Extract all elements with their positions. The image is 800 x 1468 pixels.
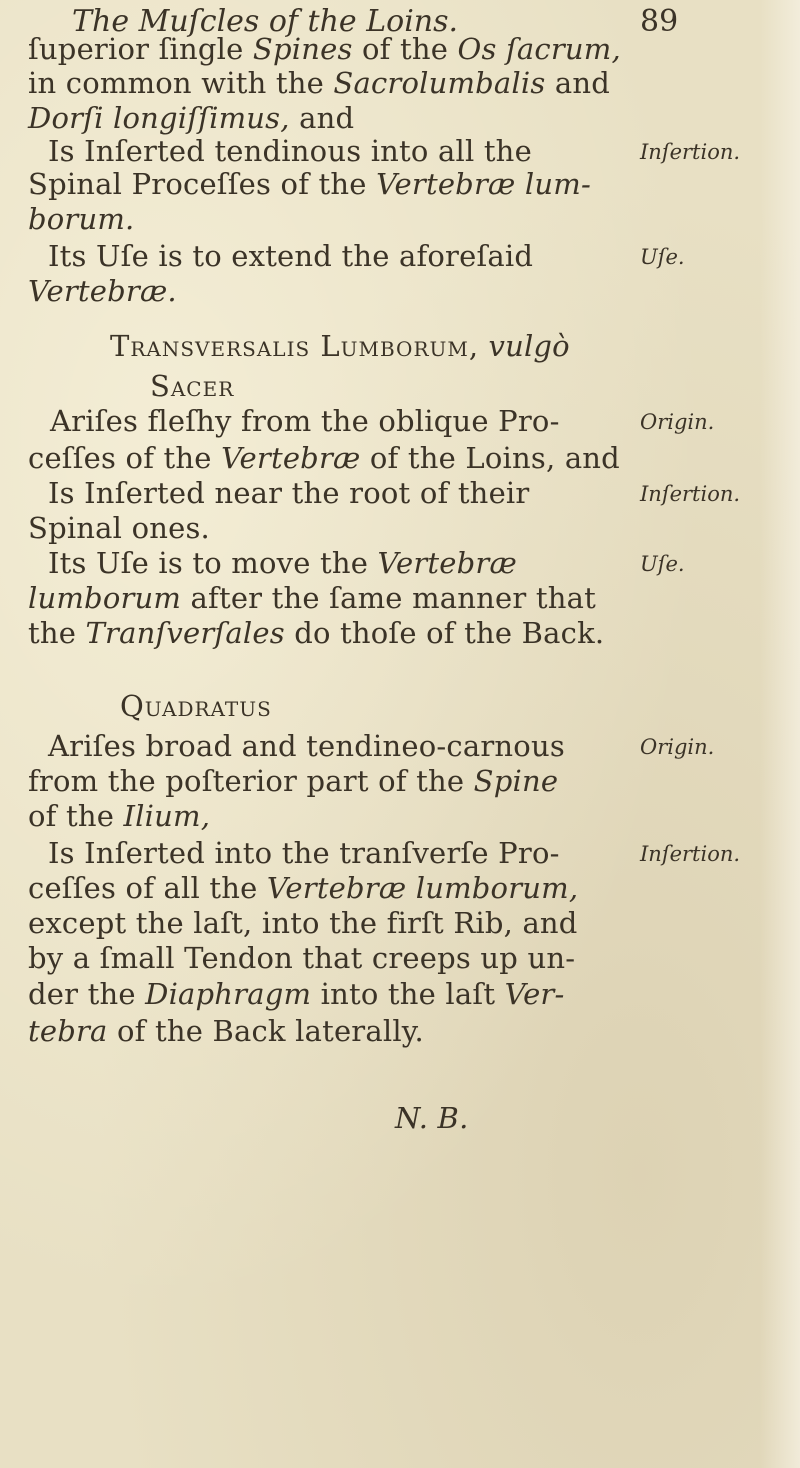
text-segment: Quadratus: [120, 689, 272, 723]
page-number: 89: [640, 4, 679, 39]
text-line: [28, 977, 565, 1011]
text-line: [48, 729, 565, 763]
text-segment: vulgò: [479, 329, 570, 363]
text-segment: Its Uſe is to move the: [48, 546, 378, 580]
text-segment: except the laſt, into the firſt Rib, and: [28, 906, 578, 940]
text-segment: tebra: [28, 1014, 108, 1048]
text-segment: of the: [352, 32, 458, 66]
text-segment: Dorſi longiſſimus,: [28, 101, 290, 135]
text-segment: Ariſes broad and tendineo-carnous: [48, 729, 565, 763]
margin-note: Inſertion.: [640, 140, 741, 164]
text-segment: and: [289, 101, 355, 135]
text-line: [28, 441, 620, 475]
text-line: [48, 476, 529, 510]
text-segment: Ver-: [504, 977, 565, 1011]
text-segment: Spinal Proceſſes of the: [28, 167, 377, 201]
text-line: [395, 1101, 469, 1135]
text-segment: the: [28, 616, 86, 650]
text-segment: der the: [28, 977, 146, 1011]
text-line: [28, 581, 596, 615]
text-segment: N. B.: [395, 1101, 469, 1135]
text-line: [28, 32, 621, 66]
text-segment: borum.: [28, 202, 135, 236]
text-segment: Is Inſerted into the tranſverſe Pro-: [48, 836, 560, 870]
margin-note: Origin.: [640, 735, 715, 759]
text-segment: into the laſt: [311, 977, 505, 1011]
text-line: [48, 836, 560, 870]
section-heading: [150, 369, 234, 403]
text-line: [28, 66, 610, 100]
text-line: [48, 239, 533, 273]
text-segment: ceſſes of all the: [28, 871, 267, 905]
margin-note: Inſertion.: [640, 482, 741, 506]
text-segment: of the Back laterally.: [107, 1014, 424, 1048]
text-segment: Its Uſe is to extend the aforeſaid: [48, 239, 534, 273]
text-segment: Spinal ones.: [28, 511, 210, 545]
text-segment: Sacer: [150, 369, 235, 403]
text-line: [28, 871, 578, 905]
text-line: [28, 274, 177, 308]
text-segment: Is Inſerted tendinous into all the: [48, 134, 532, 168]
text-line: [28, 799, 210, 833]
section-heading: [110, 329, 570, 363]
text-segment: of the Loins, and: [360, 441, 620, 475]
text-segment: Ariſes fleſhy from the oblique Pro-: [50, 404, 560, 438]
text-segment: from the poſterior part of the: [28, 764, 474, 798]
text-line: [28, 616, 604, 650]
text-segment: Diaphragm: [145, 977, 312, 1011]
section-heading: [120, 689, 272, 723]
text-segment: ceſſes of the: [28, 441, 222, 475]
text-segment: Is Inſerted near the root of their: [48, 476, 530, 510]
text-line: [28, 941, 575, 975]
text-segment: Spine: [473, 764, 559, 798]
text-segment: ſuperior ſingle: [28, 32, 253, 66]
text-line: [28, 101, 354, 135]
text-segment: Vertebræ: [377, 546, 517, 580]
text-segment: Spines: [252, 32, 353, 66]
text-segment: Tranſverſales: [85, 616, 285, 650]
text-segment: of the: [28, 799, 124, 833]
text-segment: Vertebræ.: [28, 274, 177, 308]
text-segment: after the ſame manner that: [181, 581, 596, 615]
text-segment: Vertebræ: [221, 441, 361, 475]
text-segment: and: [545, 66, 611, 100]
text-line: [48, 134, 532, 168]
text-segment: do thoſe of the Back.: [284, 616, 605, 650]
margin-note: Inſertion.: [640, 842, 741, 866]
text-segment: by a ſmall Tendon that creeps up un-: [28, 941, 576, 975]
text-segment: Vertebræ lumborum,: [266, 871, 579, 905]
text-segment: Vertebræ lum-: [376, 167, 591, 201]
running-header: The Muſcles of the Loins.: [72, 4, 459, 39]
text-line: [28, 167, 591, 201]
margin-note: Uſe.: [640, 245, 685, 269]
margin-note: Uſe.: [640, 552, 685, 576]
page-edge: [760, 0, 800, 1468]
text-segment: Os ſacrum,: [457, 32, 621, 66]
text-line: [50, 404, 560, 438]
text-segment: Ilium,: [123, 799, 211, 833]
text-line: [28, 906, 578, 940]
text-line: [28, 764, 558, 798]
text-line: [28, 1014, 424, 1048]
text-segment: in common with the: [28, 66, 334, 100]
text-segment: Transversalis Lumborum,: [110, 329, 480, 363]
text-segment: lumborum: [28, 581, 182, 615]
margin-note: Origin.: [640, 410, 715, 434]
text-line: [48, 546, 517, 580]
text-line: [28, 202, 134, 236]
text-line: [28, 511, 210, 545]
text-segment: Sacrolumbalis: [333, 66, 546, 100]
